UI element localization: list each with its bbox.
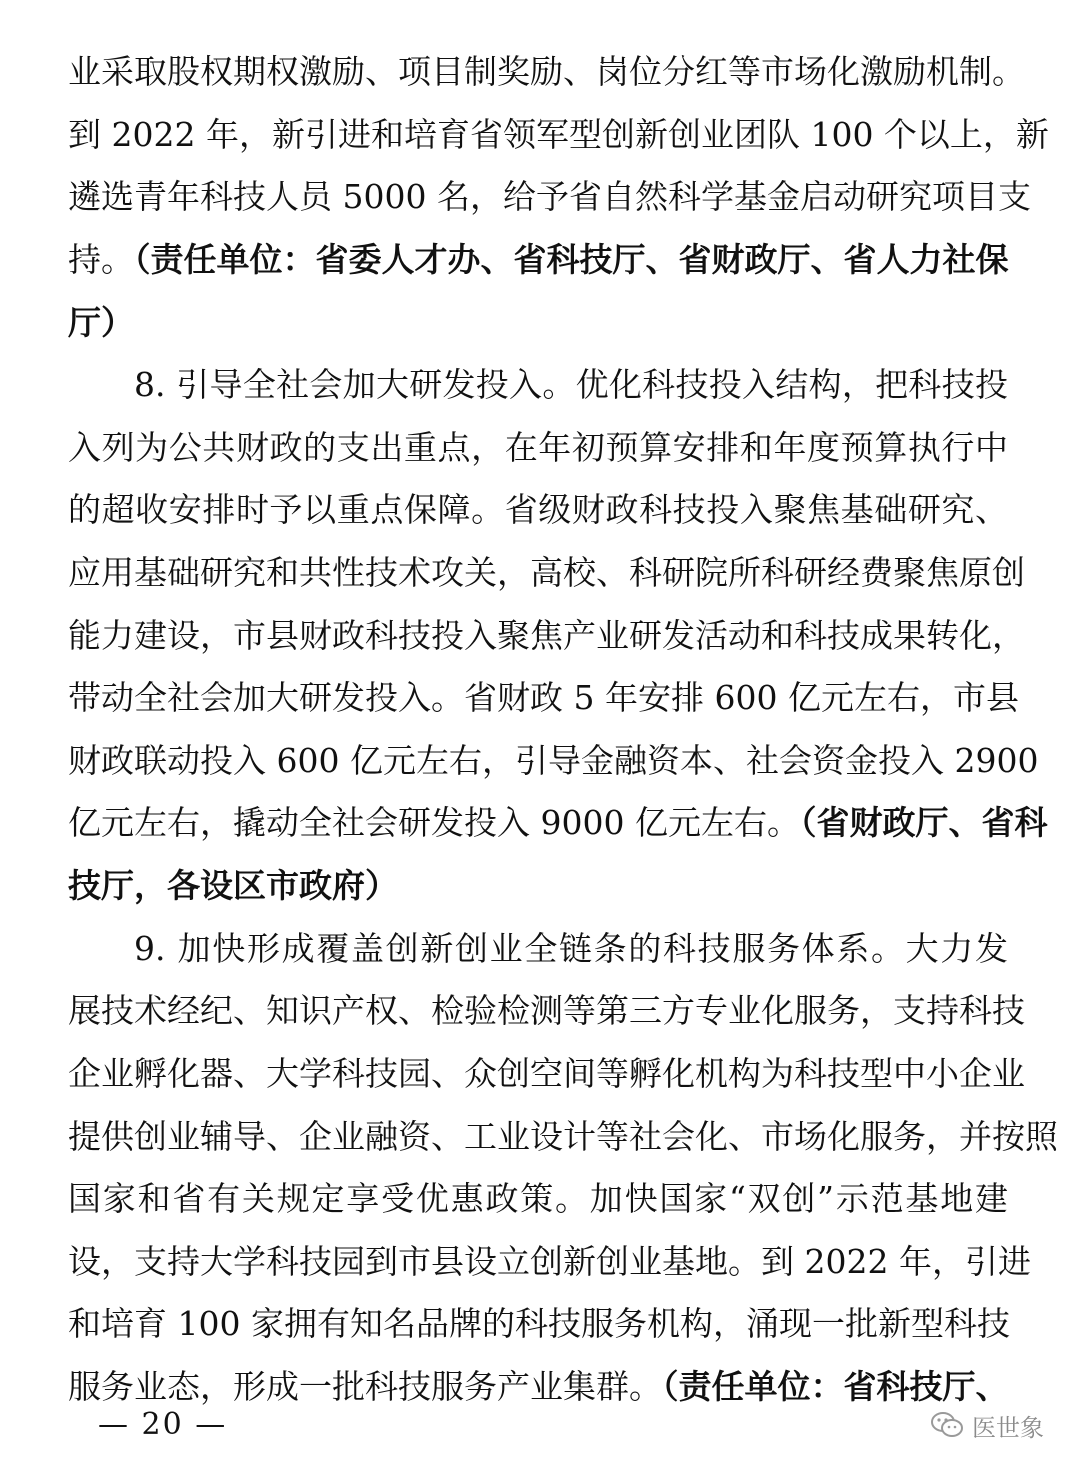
text-line: 业采取股权期权激励、项目制奖励、岗位分红等市场化激励机制。 <box>68 52 1025 91</box>
watermark-text: 医世象 <box>972 1413 1044 1442</box>
responsibility-note: （责任单位：省委人才办、省科技厅、省财政厅、省人力社保 <box>134 240 1009 279</box>
page-number: — 20 — <box>98 1407 228 1442</box>
text-line: 财政联动投入 600 亿元左右，引导金融资本、社会资金投入 2900 <box>68 741 1039 780</box>
text-line: 带动全社会加大研发投入。省财政 5 年安排 600 亿元左右，市县 <box>68 678 1019 717</box>
text-line: 入列为公共财政的支出重点，在年初预算安排和年度预算执行中 <box>68 428 1008 467</box>
responsibility-note: 厅） <box>68 303 134 342</box>
text-line: 遴选青年科技人员 5000 名，给予省自然科学基金启动研究项目支 <box>68 177 1031 216</box>
responsibility-note: （省财政厅、省科 <box>799 803 1048 842</box>
text-line: 提供创业辅导、企业融资、工业设计等社会化、市场化服务，并按照 <box>68 1117 1058 1156</box>
text-segment: 亿元左右，撬动全社会研发投入 9000 亿元左右。 <box>68 803 800 842</box>
responsibility-note: 技厅，各设区市政府） <box>68 866 398 905</box>
text-line <box>68 235 1008 285</box>
wechat-icon <box>930 1410 964 1440</box>
text-segment: 服务业态，形成一批科技服务产业集群。 <box>68 1367 662 1406</box>
text-line: 能力建设，市县财政科技投入聚焦产业研发活动和科技成果转化， <box>68 616 1025 655</box>
text-line: 和培育 100 家拥有知名品牌的科技服务机构，涌现一批新型科技 <box>68 1304 1010 1343</box>
text-segment: 持。 <box>68 240 134 279</box>
section-heading-9: 9. 加快形成覆盖创新创业全链条的科技服务体系。大力发 <box>134 929 1008 968</box>
section-heading-8: 8. 引导全社会加大研发投入。优化科技投入结构，把科技投 <box>134 365 1008 404</box>
text-line <box>68 798 1048 848</box>
text-line: 的超收安排时予以重点保障。省级财政科技投入聚焦基础研究、 <box>68 490 1008 529</box>
text-line: 应用基础研究和共性技术攻关，高校、科研院所科研经费聚焦原创 <box>68 553 1025 592</box>
watermark <box>930 1403 1044 1447</box>
responsibility-note: （责任单位：省科技厅、 <box>662 1367 1009 1406</box>
text-line: 国家和省有关规定享受优惠政策。加快国家“双创”示范基地建 <box>68 1179 1008 1218</box>
text-line: 展技术经纪、知识产权、检验检测等第三方专业化服务，支持科技 <box>68 991 1025 1030</box>
text-line: 设，支持大学科技园到市县设立创新创业基地。到 2022 年，引进 <box>68 1242 1031 1281</box>
text-line: 企业孵化器、大学科技园、众创空间等孵化机构为科技型中小企业 <box>68 1054 1025 1093</box>
text-line: 到 2022 年，新引进和培育省领军型创新创业团队 100 个以上，新 <box>68 115 1049 154</box>
